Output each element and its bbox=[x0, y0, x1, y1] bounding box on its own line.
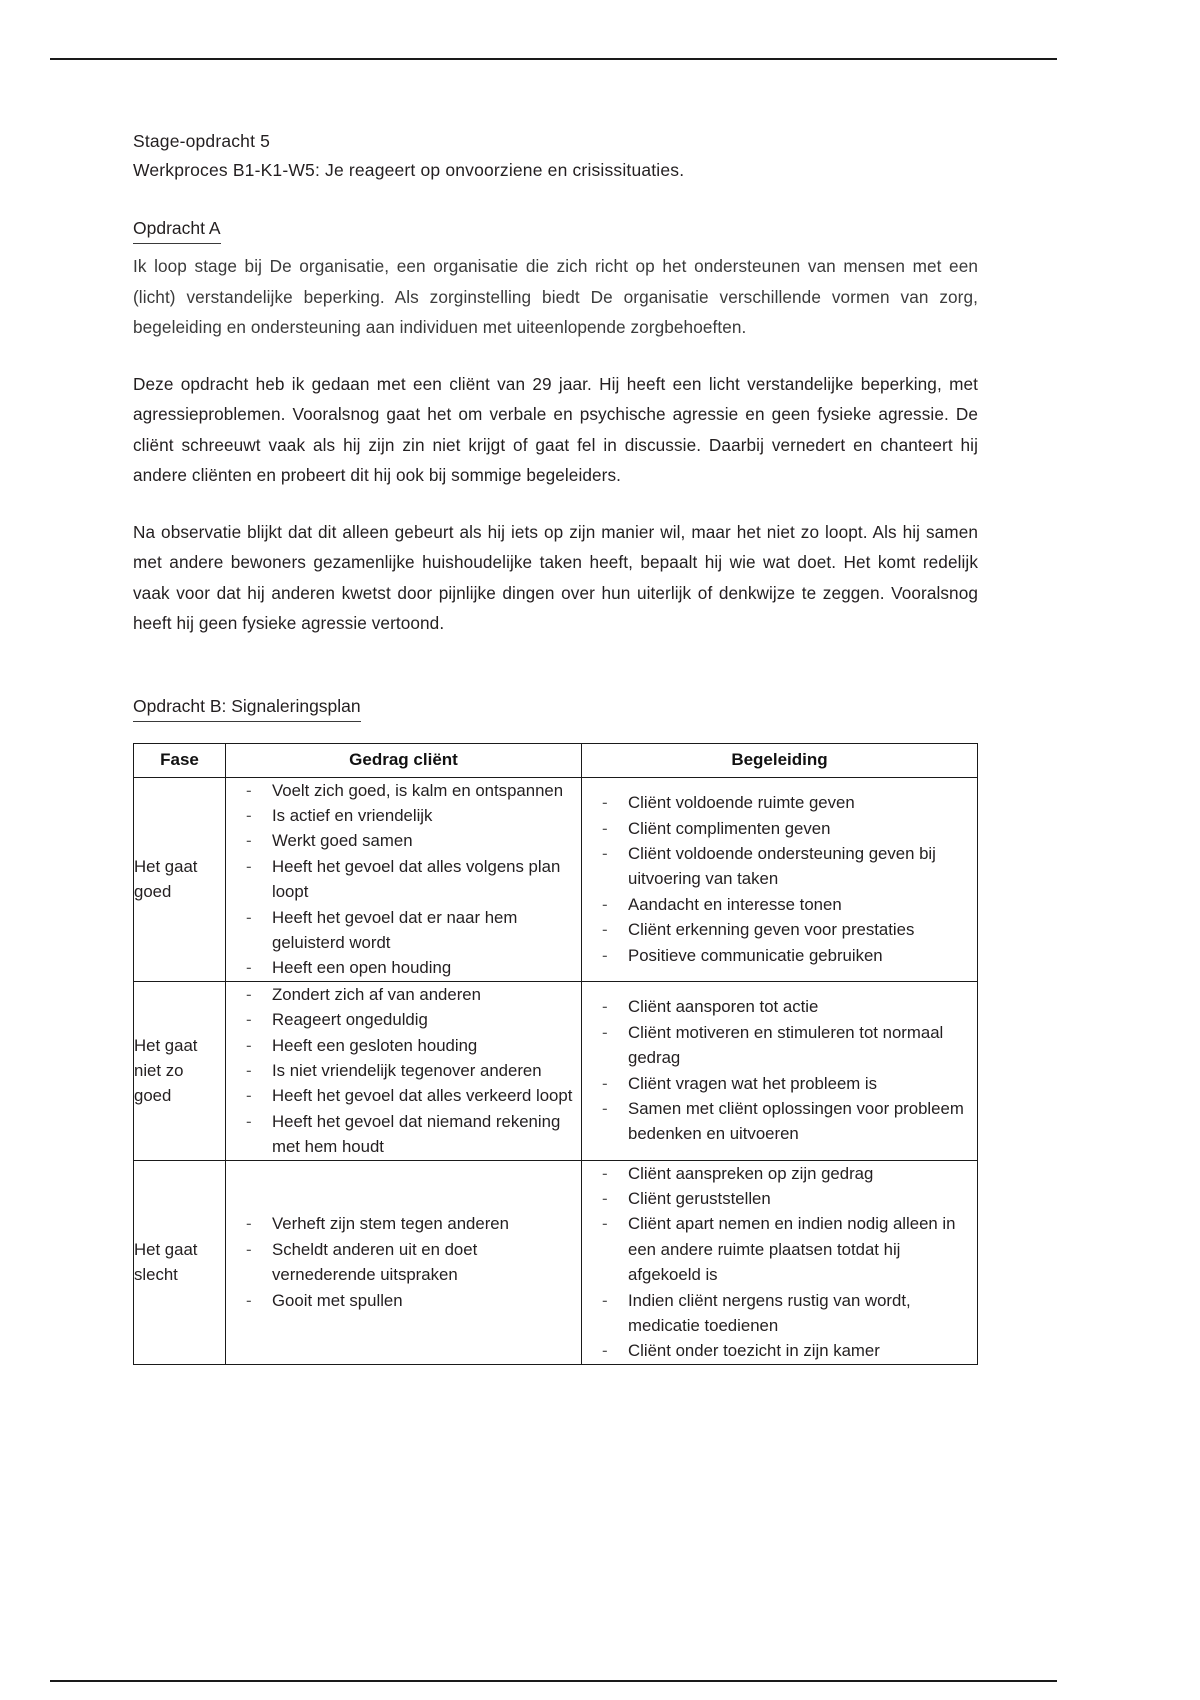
bullet-dash-icon: - bbox=[602, 997, 608, 1017]
list-item-text: Heeft een gesloten houding bbox=[272, 1035, 478, 1055]
list-item bbox=[582, 1071, 977, 1096]
list-item-text: Cliënt apart nemen en indien nodig alleen in een andere ruimte plaatsen totdat hij afgekoeld is bbox=[628, 1214, 956, 1285]
begeleiding-bullet-list bbox=[582, 1161, 977, 1364]
list-item bbox=[582, 994, 977, 1019]
bullet-dash-icon: - bbox=[246, 1214, 252, 1234]
list-item bbox=[582, 1211, 977, 1287]
bullet-dash-icon: - bbox=[602, 1022, 608, 1042]
section-opdracht-b bbox=[133, 693, 978, 1365]
bullet-dash-icon: - bbox=[602, 818, 608, 838]
list-item bbox=[226, 1033, 581, 1058]
gedrag-bullet-list bbox=[226, 982, 581, 1160]
list-item-text: Cliënt onder toezicht in zijn kamer bbox=[628, 1341, 880, 1361]
list-item bbox=[582, 917, 977, 942]
list-item bbox=[226, 1007, 581, 1032]
list-item-text: Is niet vriendelijk tegenover anderen bbox=[272, 1060, 542, 1080]
header-rule bbox=[50, 58, 1057, 60]
section-gap bbox=[133, 639, 978, 693]
begeleiding-cell bbox=[582, 1160, 978, 1364]
bullet-dash-icon: - bbox=[246, 1086, 252, 1106]
list-item bbox=[582, 841, 977, 892]
bullet-dash-icon: - bbox=[602, 1073, 608, 1093]
list-item bbox=[226, 1211, 581, 1236]
list-item bbox=[226, 982, 581, 1007]
section-b-heading: Opdracht B: Signaleringsplan bbox=[133, 693, 361, 722]
section-a-paragraph-1: Ik loop stage bij De organisatie, een organisatie die zich richt op het ondersteunen van mensen met een (licht) verstandelijke beperking. Als zorginstelling biedt De organisatie verschillende vormen van zorg, begeleiding en ondersteuning aan individuen met uiteenlopende zorgbehoeften. bbox=[133, 256, 978, 337]
bullet-dash-icon: - bbox=[246, 1035, 252, 1055]
bullet-dash-icon: - bbox=[246, 984, 252, 1004]
list-item-text: Heeft het gevoel dat alles verkeerd loopt bbox=[272, 1086, 573, 1106]
list-item-text: Cliënt motiveren en stimuleren tot normaal gedrag bbox=[628, 1022, 944, 1068]
bullet-dash-icon: - bbox=[602, 1189, 608, 1208]
table-row bbox=[134, 1160, 978, 1364]
bullet-dash-icon: - bbox=[246, 780, 252, 800]
title-line-2: Werkproces B1-K1-W5: Je reageert op onvoorziene en crisissituaties. bbox=[133, 160, 685, 180]
list-item-text: Scheldt anderen uit en doet vernederende uitspraken bbox=[272, 1239, 478, 1285]
section-a-paragraph-2: Deze opdracht heb ik gedaan met een cliënt van 29 jaar. Hij heeft een licht verstandelijke beperking, met agressieproblemen. Vooralsnog gaat het om verbale en psychische agressie en geen fysieke agressie. De cliënt schreeuwt vaak als hij zijn zin niet krijgt of gaat fel in discussie. Daarbij vernedert en chanteert hij andere cliënten en probeert dit hij ook bij sommige begeleiders. bbox=[133, 373, 978, 485]
column-header-fase: Fase bbox=[134, 743, 226, 777]
list-item-text: Cliënt vragen wat het probleem is bbox=[628, 1073, 878, 1093]
gedrag-bullet-list bbox=[226, 1211, 581, 1313]
list-item bbox=[226, 854, 581, 905]
list-item-text: Reageert ongeduldig bbox=[272, 1010, 428, 1030]
document-content bbox=[133, 127, 978, 1365]
list-item bbox=[226, 1109, 581, 1160]
list-item bbox=[226, 1058, 581, 1083]
bullet-dash-icon: - bbox=[602, 920, 608, 940]
list-item-text: Cliënt aansporen tot actie bbox=[628, 997, 819, 1017]
footer-rule bbox=[50, 1680, 1057, 1682]
list-item bbox=[226, 803, 581, 828]
column-header-gedrag-client: Gedrag cliënt bbox=[226, 743, 582, 777]
list-item-text: Cliënt erkenning geven voor prestaties bbox=[628, 920, 915, 940]
list-item bbox=[582, 816, 977, 841]
list-item-text: Cliënt voldoende ondersteuning geven bij uitvoering van taken bbox=[628, 844, 936, 889]
begeleiding-cell bbox=[582, 777, 978, 981]
list-item-text: Cliënt aanspreken op zijn gedrag bbox=[628, 1163, 874, 1183]
fase-label: Het gaat goed bbox=[134, 777, 226, 981]
list-item bbox=[582, 1288, 977, 1339]
list-item bbox=[582, 1338, 977, 1363]
fase-label: Het gaat slecht bbox=[134, 1160, 226, 1364]
bullet-dash-icon: - bbox=[602, 1214, 608, 1234]
list-item-text: Aandacht en interesse tonen bbox=[628, 894, 842, 914]
section-opdracht-a bbox=[133, 215, 978, 639]
list-item-text: Gooit met spullen bbox=[272, 1290, 403, 1310]
section-a-heading: Opdracht A bbox=[133, 215, 221, 244]
list-item bbox=[582, 1161, 977, 1186]
signaleringsplan-table bbox=[133, 743, 978, 1365]
bullet-dash-icon: - bbox=[246, 1290, 252, 1310]
gedrag-bullet-list bbox=[226, 778, 581, 981]
bullet-dash-icon: - bbox=[602, 1290, 608, 1310]
list-item bbox=[226, 1288, 581, 1313]
bullet-dash-icon: - bbox=[246, 1239, 252, 1259]
list-item-text: Heeft het gevoel dat niemand rekening met hem houdt bbox=[272, 1111, 561, 1157]
table-header-row bbox=[134, 743, 978, 777]
list-item bbox=[226, 955, 581, 980]
bullet-dash-icon: - bbox=[602, 1341, 608, 1361]
list-item bbox=[226, 778, 581, 803]
list-item bbox=[582, 1186, 977, 1211]
column-header-begeleiding: Begeleiding bbox=[582, 743, 978, 777]
list-item bbox=[582, 790, 977, 815]
list-item bbox=[582, 1096, 977, 1147]
title-line-1: Stage-opdracht 5 bbox=[133, 131, 271, 151]
fase-label: Het gaat niet zo goed bbox=[134, 981, 226, 1160]
list-item-text: Samen met cliënt oplossingen voor probleem bedenken en uitvoeren bbox=[628, 1099, 964, 1144]
table-row bbox=[134, 981, 978, 1160]
list-item-text: Heeft een open houding bbox=[272, 958, 452, 978]
list-item bbox=[582, 892, 977, 917]
list-item-text: Cliënt voldoende ruimte geven bbox=[628, 793, 855, 813]
bullet-dash-icon: - bbox=[246, 856, 252, 876]
bullet-dash-icon: - bbox=[246, 907, 252, 927]
list-item bbox=[226, 1083, 581, 1108]
list-item bbox=[226, 905, 581, 956]
list-item-text: Cliënt geruststellen bbox=[628, 1189, 771, 1208]
document-title-block bbox=[133, 127, 978, 185]
list-item-text: Heeft het gevoel dat alles volgens plan loopt bbox=[272, 856, 561, 902]
list-item-text: Cliënt complimenten geven bbox=[628, 818, 831, 838]
bullet-dash-icon: - bbox=[246, 1010, 252, 1030]
gedrag-cell bbox=[226, 1160, 582, 1364]
gedrag-cell bbox=[226, 777, 582, 981]
list-item-text: Heeft het gevoel dat er naar hem geluisterd wordt bbox=[272, 907, 518, 952]
list-item bbox=[226, 828, 581, 853]
bullet-dash-icon: - bbox=[602, 1163, 608, 1183]
list-item-text: Verheft zijn stem tegen anderen bbox=[272, 1214, 509, 1234]
section-a-paragraph-3: Na observatie blijkt dat dit alleen gebeurt als hij iets op zijn manier wil, maar het niet zo loopt. Als hij samen met andere bewoners gezamenlijke huishoudelijke taken heeft, bepaalt hij wie wat doet. Het komt redelijk vaak voor dat hij anderen kwetst door pijnlijke dingen over hun uiterlijk of denkwijze te zeggen. Vooralsnog heeft hij geen fysieke agressie vertoond. bbox=[133, 521, 978, 633]
table-row bbox=[134, 777, 978, 981]
list-item-text: Is actief en vriendelijk bbox=[272, 805, 433, 825]
bullet-dash-icon: - bbox=[246, 1060, 252, 1080]
bullet-dash-icon: - bbox=[602, 945, 608, 965]
begeleiding-bullet-list bbox=[582, 790, 977, 968]
gedrag-cell bbox=[226, 981, 582, 1160]
bullet-dash-icon: - bbox=[246, 1111, 252, 1131]
list-item bbox=[226, 1237, 581, 1288]
list-item-text: Zondert zich af van anderen bbox=[272, 984, 481, 1004]
bullet-dash-icon: - bbox=[602, 894, 608, 914]
bullet-dash-icon: - bbox=[246, 831, 252, 851]
bullet-dash-icon: - bbox=[602, 793, 608, 813]
begeleiding-cell bbox=[582, 981, 978, 1160]
list-item-text: Positieve communicatie gebruiken bbox=[628, 945, 883, 965]
list-item-text: Werkt goed samen bbox=[272, 831, 413, 851]
bullet-dash-icon: - bbox=[246, 805, 252, 825]
list-item-text: Voelt zich goed, is kalm en ontspannen bbox=[272, 780, 564, 800]
bullet-dash-icon: - bbox=[602, 1099, 608, 1119]
begeleiding-bullet-list bbox=[582, 994, 977, 1146]
list-item bbox=[582, 943, 977, 968]
bullet-dash-icon: - bbox=[602, 844, 608, 864]
bullet-dash-icon: - bbox=[246, 958, 252, 978]
list-item-text: Indien cliënt nergens rustig van wordt, medicatie toedienen bbox=[628, 1290, 911, 1336]
list-item bbox=[582, 1020, 977, 1071]
